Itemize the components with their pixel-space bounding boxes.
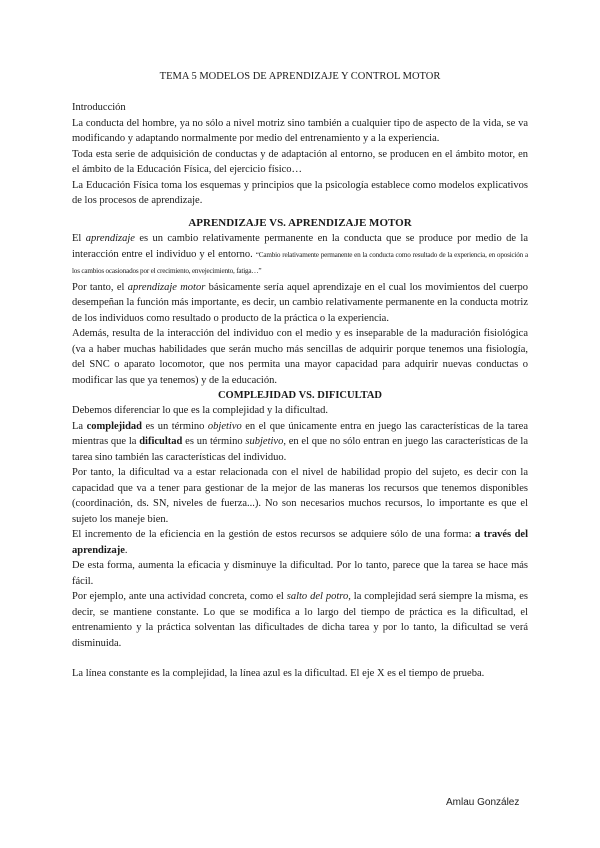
term-aprendizaje-motor: aprendizaje motor [127,281,206,293]
section2-paragraph-5: De esta forma, aumenta la eficacia y disminuye la dificultad. Por lo tanto, parece que la tarea se hace más fácil. [72,560,528,587]
text-run: El [72,233,86,244]
term-objetivo: objetivo [207,420,242,432]
text-run: La [72,420,87,432]
section1-heading: APRENDIZAJE VS. APRENDIZAJE MOTOR [188,216,412,229]
term-salto-del-potro: salto del potro [286,591,349,602]
section1-paragraph-1 [72,231,528,280]
footer-author: Amlau González [446,797,520,808]
document-body [72,100,528,682]
term-aprendizaje: aprendizaje [85,233,135,244]
text-run: básicamente sería aquel aprendizaje en el cual los movimientos del cuerpo desempeñan la función más importante, es decir, un cambio relativamente permanente en la conducta motriz de los individuos como resultado o producto de la práctica o la experiencia. [72,281,528,324]
spacer [72,651,528,666]
section2-paragraph-1: Debemos diferenciar lo que es la complejidad y la dificultad. [72,405,328,416]
text-run: es un término [142,420,208,432]
definition-quote: “Cambio relativamente permanente en la conducta como resultado de la experiencia, en oposición a los cambios ocasionados por el crecimiento, envejecimiento, fatiga…” [72,250,529,275]
term-subjetivo: subjetivo [245,436,284,447]
text-run: . [124,544,128,556]
section1-paragraph-3: Además, resulta de la interacción del individuo con el medio y es inseparable de la maduración fisiológica (va a haber muchas habilidades que serán mucho más sencillas de adquirir porque tenemos una fisiología, del SNC o aparato locomotor, que nos permita una mayor capacidad para adquirir nuevas conductas o modificar las que ya tenemos) y de la educación. [72,328,528,386]
section2-paragraph-7: La línea constante es la complejidad, la línea azul es la dificultad. El eje X es el tiempo de prueba. [72,668,485,679]
section2-paragraph-6 [72,589,528,651]
section2-paragraph-2 [72,419,528,466]
emphasis-a-traves-del-aprendizaje: a través del aprendizaje [72,529,528,556]
section1-paragraph-2 [72,280,528,327]
text-run: , la complejidad será siempre la misma, es decir, se mantiene constante. Lo que se modifica a lo largo del tiempo de práctica es la dificultad, el entrenamiento y la práctica solventan las dificultades de dicha tarea y por lo tanto, la dificultad se verá disminuida. [72,591,528,649]
text-run: , en el que no sólo entran en juego las características de la tarea sino también las características del individuo. [72,436,528,463]
section2-paragraph-4 [72,527,528,558]
document-title: TEMA 5 MODELOS DE APRENDIZAJE Y CONTROL MOTOR [159,71,441,82]
text-run: Por ejemplo, ante una actividad concreta, como el [72,591,287,602]
section2-paragraph-3: Por tanto, la dificultad va a estar relacionada con el nivel de habilidad propio del sujeto, es decir con la capacidad que va a tener para gestionar de la mejor de las maneras los recursos que tenemos disponibles (coordinación, ds. SN, niveles de fuerza...). No son necesarios muchos recursos, lo importante es que el sujeto los maneje bien. [72,467,528,525]
intro-paragraph-3: La Educación Física toma los esquemas y principios que la psicología establece como modelos explicativos de los procesos de aprendizaje. [72,179,528,206]
intro-heading: Introducción [72,102,126,113]
text-run: en el que únicamente entra en juego las características de la tarea mientras que la [72,420,528,447]
intro-paragraph-2: Toda esta serie de adquisición de conductas y de adaptación al entorno, se producen en el ámbito motor, en el ámbito de la Educación Física, del ejercicio físico… [72,148,528,175]
text-run: El incremento de la eficiencia en la gestión de estos recursos se adquiere sólo de una forma: [72,529,475,540]
intro-paragraph-1: La conducta del hombre, ya no sólo a nivel motriz sino también a cualquier tipo de aspecto de la vida, se va modificando y adaptando normalmente por medio del entrenamiento y a la experiencia. [72,117,528,144]
text-run: es un término [182,436,246,447]
text-run: es un cambio relativamente permanente en la conducta que se produce por medio de la interacción entre el individuo y el entorno. [72,233,528,260]
text-run: Por tanto, el [72,281,128,293]
term-dificultad: dificultad [139,436,183,447]
term-complejidad: complejidad [86,420,142,432]
section2-heading: COMPLEJIDAD VS. DIFICULTAD [217,390,383,401]
